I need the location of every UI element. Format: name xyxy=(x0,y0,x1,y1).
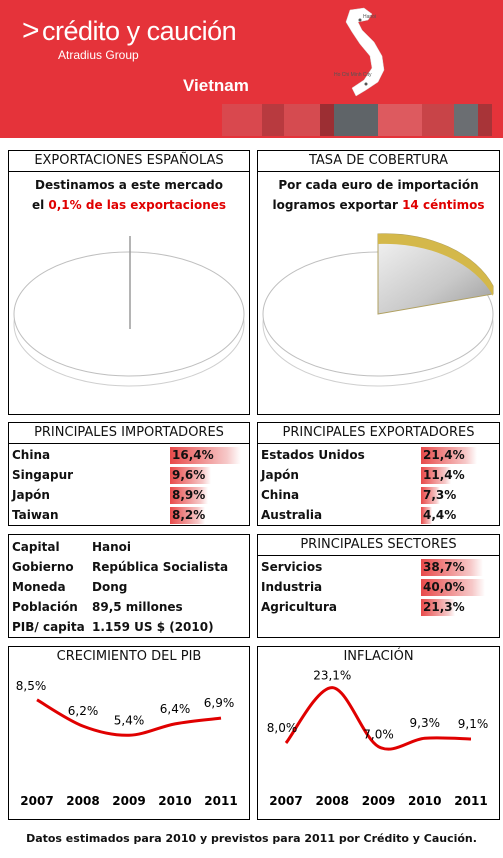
info-key: Moneda xyxy=(12,580,66,594)
sector-row xyxy=(261,598,496,617)
brand-logo xyxy=(22,14,236,48)
coverage-line1: Por cada euro de importación xyxy=(278,178,479,192)
importer-label: China xyxy=(12,448,51,462)
sector-value: 21,3% xyxy=(423,600,465,614)
footer-note: Datos estimados para 2010 y previstos para 2011 por Crédito y Caución. xyxy=(26,832,477,845)
coverage-line2 xyxy=(258,198,499,212)
coverage-title: TASA DE COBERTURA xyxy=(258,151,499,172)
x-tick-label: 2010 xyxy=(408,794,442,808)
sector-label: Servicios xyxy=(261,560,323,574)
decor-strip xyxy=(378,104,422,136)
exporter-label: Estados Unidos xyxy=(261,448,365,462)
sector-label: Industria xyxy=(261,580,323,594)
inflation-title: INFLACIÓN xyxy=(343,649,414,664)
brand-subtitle: Atradius Group xyxy=(58,48,139,62)
coverage-line2-value: 14 céntimos xyxy=(402,198,485,212)
sectors-title: PRINCIPALES SECTORES xyxy=(258,535,499,556)
sector-row xyxy=(261,578,496,597)
inflation-line-chart xyxy=(258,647,499,819)
x-tick-label: 2007 xyxy=(269,794,303,808)
info-key: Población xyxy=(12,600,78,614)
gdp-panel xyxy=(8,646,250,820)
brand-mark-icon: > xyxy=(22,14,40,47)
exports-line2 xyxy=(9,198,249,212)
importer-label: Singapur xyxy=(12,468,74,482)
coverage-line2-prefix: logramos exportar xyxy=(272,198,403,212)
info-value: Dong xyxy=(92,580,128,594)
map-city-hanoi: Hanoi xyxy=(363,14,377,20)
brand-name: crédito y caución xyxy=(42,16,237,46)
data-label: 9,1% xyxy=(457,716,489,731)
coverage-pie-chart xyxy=(258,214,499,414)
info-value: República Socialista xyxy=(92,560,229,574)
importers-panel xyxy=(8,422,250,526)
data-label: 5,4% xyxy=(113,713,145,728)
data-label: 8,5% xyxy=(15,678,47,693)
exporter-value: 4,4% xyxy=(423,508,457,522)
data-label: 6,9% xyxy=(203,696,235,711)
exporter-value: 21,4% xyxy=(423,448,465,462)
exporter-label: Japón xyxy=(261,468,299,482)
importer-row xyxy=(12,506,246,525)
vietnam-map-icon xyxy=(330,4,400,102)
map-city-hcmc: Ho Chi Minh City xyxy=(334,72,372,78)
data-label: 6,2% xyxy=(67,704,99,719)
exporter-row xyxy=(261,446,496,465)
importer-value: 8,2% xyxy=(172,508,206,522)
sector-value: 38,7% xyxy=(423,560,465,574)
x-tick-label: 2008 xyxy=(315,794,349,808)
importer-value: 16,4% xyxy=(172,448,214,462)
data-label: 7,0% xyxy=(363,727,394,742)
decor-strip xyxy=(262,104,284,136)
exports-title: EXPORTACIONES ESPAÑOLAS xyxy=(9,151,249,172)
data-label: 23,1% xyxy=(313,668,352,683)
exporter-value: 7,3% xyxy=(423,488,457,502)
info-key: Capital xyxy=(12,540,60,554)
decor-strip xyxy=(454,104,478,136)
exporter-row xyxy=(261,466,496,485)
importer-row xyxy=(12,486,246,505)
country-info-panel xyxy=(8,534,250,638)
x-tick-label: 2011 xyxy=(454,794,488,808)
gdp-title: CRECIMIENTO DEL PIB xyxy=(56,649,202,664)
importer-label: Japón xyxy=(12,488,50,502)
x-tick-label: 2010 xyxy=(158,794,192,808)
decor-strip xyxy=(284,104,320,136)
exporter-label: China xyxy=(261,488,300,502)
decor-strip xyxy=(478,104,492,136)
x-tick-label: 2008 xyxy=(66,794,100,808)
x-tick-label: 2011 xyxy=(204,794,238,808)
importers-title: PRINCIPALES IMPORTADORES xyxy=(9,423,249,444)
info-value: Hanoi xyxy=(92,540,132,554)
importer-value: 9,6% xyxy=(172,468,206,482)
exporter-value: 11,4% xyxy=(423,468,465,482)
x-tick-label: 2009 xyxy=(361,794,396,808)
decor-strip xyxy=(222,104,262,136)
sector-row xyxy=(261,558,496,577)
exporters-panel xyxy=(257,422,500,526)
x-tick-label: 2007 xyxy=(20,794,54,808)
info-value: 1.159 US $ (2010) xyxy=(92,620,214,634)
exporter-row xyxy=(261,486,496,505)
info-key: Gobierno xyxy=(12,560,74,574)
exports-line1: Destinamos a este mercado xyxy=(34,178,223,192)
importer-row xyxy=(12,466,246,485)
data-label: 6,4% xyxy=(159,701,191,716)
importer-value: 8,9% xyxy=(172,488,206,502)
sectors-panel xyxy=(257,534,500,638)
sector-label: Agricultura xyxy=(261,600,337,614)
importer-label: Taiwan xyxy=(12,508,59,522)
info-key: PIB/ capita xyxy=(12,620,85,634)
exports-pie-chart xyxy=(9,214,249,414)
exporters-title: PRINCIPALES EXPORTADORES xyxy=(258,423,499,444)
data-label: 9,3% xyxy=(409,716,440,731)
exports-line2-value: 0,1% de las exportaciones xyxy=(48,198,227,212)
exporter-label: Australia xyxy=(261,508,323,522)
coverage-panel xyxy=(257,150,500,415)
decor-strip xyxy=(334,104,378,136)
gdp-line-chart xyxy=(9,647,249,819)
importer-row xyxy=(12,446,246,465)
x-tick-label: 2009 xyxy=(112,794,146,808)
decor-strip xyxy=(422,104,454,136)
header-banner xyxy=(0,0,503,138)
exporter-row xyxy=(261,506,496,525)
decor-strip xyxy=(320,104,334,136)
exports-panel xyxy=(8,150,250,415)
sector-value: 40,0% xyxy=(423,580,465,594)
exports-line2-prefix: el xyxy=(31,198,49,212)
info-value: 89,5 millones xyxy=(92,600,183,614)
data-label: 8,0% xyxy=(266,721,298,735)
inflation-panel xyxy=(257,646,500,820)
country-title: Vietnam xyxy=(183,76,249,95)
exports-pie-slice-rest xyxy=(14,252,244,376)
